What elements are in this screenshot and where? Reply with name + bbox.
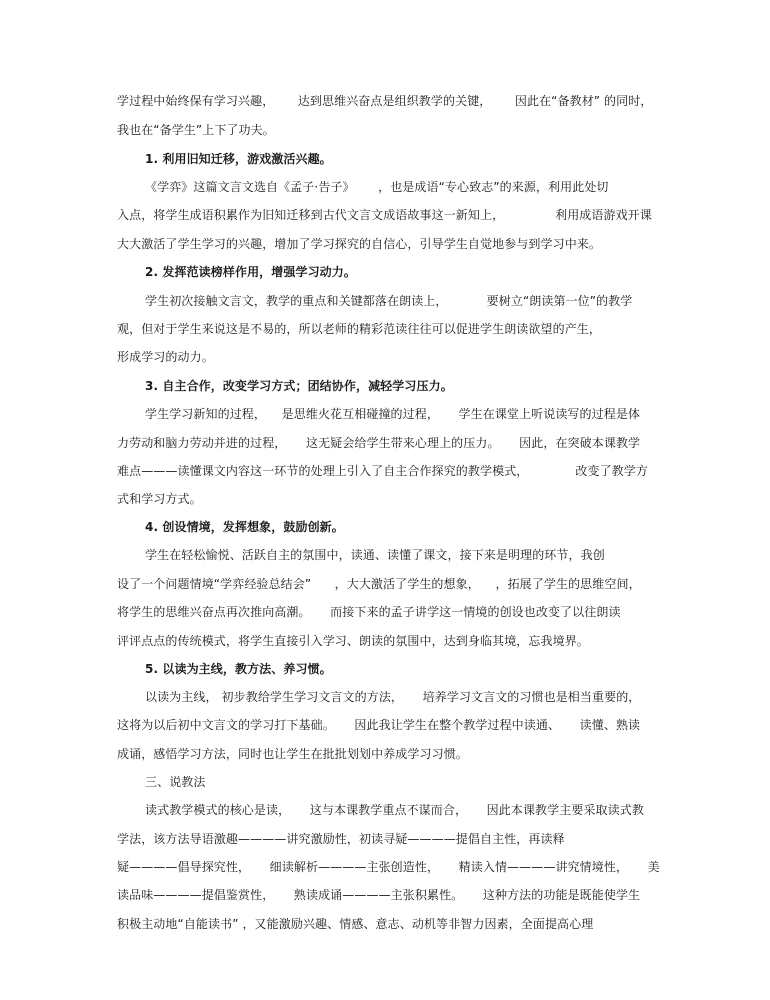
section-heading: 3. 自主合作，改变学习方式；团结协作，减轻学习压力。 [145, 379, 453, 393]
text-line: 我也在“备学生”上下了功夫。 [117, 123, 275, 137]
text-line: 学生学习新知的过程， 是思维火花互相碰撞的过程， 学生在课堂上听说读写的过程是体 [145, 407, 641, 421]
text-line: 《学弈》这篇文言文选自《孟子·告子》 ，也是成语“专心致志”的来源，利用此处切 [145, 180, 609, 194]
section-heading: 5. 以读为主线，教方法、养习惯。 [145, 662, 332, 676]
text-line: 学生在轻松愉悦、活跃自主的氛围中，读通、读懂了课文，接下来是明理的环节，我创 [145, 548, 605, 562]
text-line: 观，但对于学生来说这是不易的，所以老师的精彩范读往往可以促进学生朗读欲望的产生， [117, 322, 602, 336]
text-line: 疑————倡导探究性， 细读解析————主张创造性， 精读入情————讲究情境性， 美 [117, 860, 660, 874]
text-line: 设了一个问题情境“学弈经验总结会” ，大大激活了学生的想象， ，拓展了学生的思维空间， [117, 577, 641, 591]
text-line: 以读为主线， 初步教给学生学习文言文的方法， 培养学习文言文的习惯也是相当重要的， [145, 690, 641, 704]
section-title: 三、说教法 [145, 775, 206, 789]
text-line: 学过程中始终保有学习兴趣， 达到思维兴奋点是组织教学的关键， 因此在“备教材” 的同时， [117, 94, 653, 108]
section-heading: 4. 创设情境，发挥想象，鼓励创新。 [145, 520, 344, 534]
text-line: 成诵，感悟学习方法，同时也让学生在批批划划中养成学习习惯。 [117, 747, 468, 761]
text-line: 大大激活了学生学习的兴趣，增加了学习探究的自信心，引导学生自觉地参与到学习中来。 [117, 237, 602, 251]
text-line: 积极主动地“自能读书” ，又能激励兴趣、情感、意志、动机等非智力因素，全面提高心理 [117, 917, 594, 931]
text-line: 评评点点的传统模式，将学生直接引入学习、朗读的氛围中，达到身临其境，忘我境界。 [117, 634, 589, 648]
text-line: 形成学习的动力。 [117, 350, 214, 364]
section-heading: 1. 利用旧知迁移，游戏激活兴趣。 [145, 152, 332, 166]
section-heading: 2. 发挥范读榜样作用，增强学习动力。 [145, 265, 356, 279]
text-line: 入点，将学生成语积累作为旧知迁移到古代文言文成语故事这一新知上， 利用成语游戏开课 [117, 208, 652, 222]
text-line: 式和学习方式。 [117, 492, 202, 506]
text-line: 读品味————提倡鉴赏性， 熟读成诵————主张积累性。 这种方法的功能是既能使学生 [117, 888, 641, 902]
text-line: 这将为以后初中文言文的学习打下基础。 因此我让学生在整个教学过程中读通、 读懂、熟读 [117, 718, 641, 732]
text-line: 学生初次接触文言文，教学的重点和关键都落在朗读上， 要树立“朗读第一位”的教学 [145, 294, 633, 308]
text-line: 力劳动和脑力劳动并进的过程， 这无疑会给学生带来心理上的压力。 因此，在突破本课教学 [117, 436, 641, 450]
text-line: 读式教学模式的核心是读， 这与本课教学重点不谋而合， 因此本课教学主要采取读式教 [145, 803, 644, 817]
text-line: 将学生的思维兴奋点再次推向高潮。 而接下来的孟子讲学这一情境的创设也改变了以往朗读 [117, 605, 621, 619]
text-line: 难点———读懂课文内容这一环节的处理上引入了自主合作探究的教学模式， 改变了教学方 [117, 464, 648, 478]
text-line: 学法，该方法导语激趣————讲究激励性，初读寻疑————提倡自主性，再读释 [117, 832, 565, 846]
